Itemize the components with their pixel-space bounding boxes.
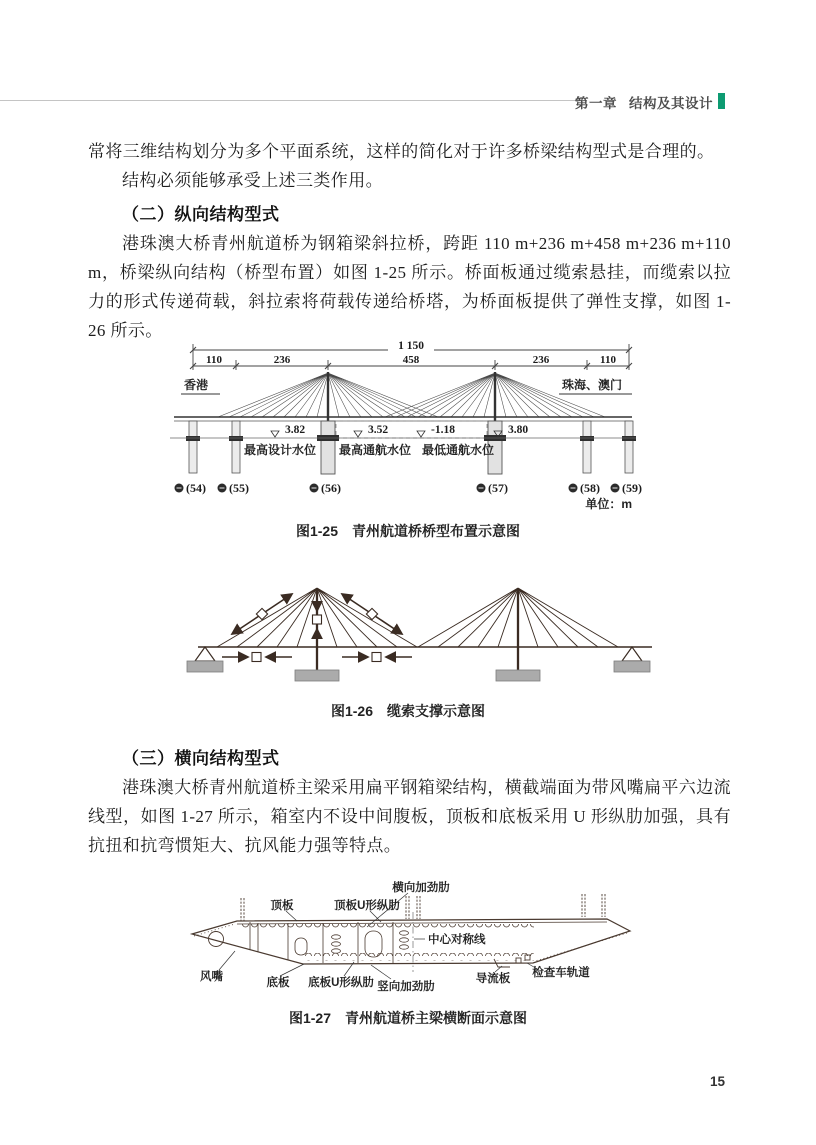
svg-text:458: 458 xyxy=(402,354,420,366)
total-span-dimension: 1 150 xyxy=(398,340,424,352)
svg-text:3.52: 3.52 xyxy=(367,424,389,436)
pier-label-55 xyxy=(218,481,250,495)
direction-label-zhuhai-macao: 珠海、澳门 xyxy=(562,378,623,392)
label-vertical-stiffener: 竖向加劲肋 xyxy=(377,981,435,993)
paragraph-1 xyxy=(88,137,731,195)
paragraph-3-text: 港珠澳大桥青州航道桥主梁采用扁平钢箱梁结构，横截端面为带风嘴扁平六边流线型，如图 1-27 所示，箱室内不设中间腹板，顶板和底板采用 U 形纵肋加强，具有抗扭和抗弯惯矩大、抗风能力强等特点。 xyxy=(88,778,731,855)
svg-text:最高通航水位: 最高通航水位 xyxy=(338,443,412,457)
unit-label: 单位：m xyxy=(585,497,632,511)
svg-text:110: 110 xyxy=(600,354,616,366)
label-wind-nose: 风嘴 xyxy=(200,971,223,983)
label-top-plate: 顶板 xyxy=(270,900,294,912)
svg-text:110: 110 xyxy=(206,354,222,366)
running-head xyxy=(575,92,713,112)
deck xyxy=(174,417,632,421)
span-dimensions xyxy=(206,354,616,366)
direction-label-hongkong: 香港 xyxy=(184,378,209,392)
figure-1-25-caption: 图1-25 青州航道桥桥型布置示意图 xyxy=(295,523,521,539)
pier-label-59 xyxy=(611,481,643,495)
label-inspection-track: 检查车轨道 xyxy=(532,967,590,979)
svg-text:-1.18: -1.18 xyxy=(431,424,455,436)
paragraph-1-continuation: 常将三维结构划分为多个平面系统，这样的简化对于许多桥梁结构型式是合理的。 xyxy=(88,142,715,161)
svg-text:3.82: 3.82 xyxy=(284,424,306,436)
paragraph-2-text: 港珠澳大桥青州航道桥为钢箱梁斜拉桥，跨距 110 m+236 m+458 m+236 m+110 m，桥梁纵向结构（桥型布置）如图 1-25 所示。桥面板通过缆索悬挂，而缆索以拉力的形式传递荷载，斜拉索将荷载传递给桥塔，为桥面板提供了弹性支撑，如图 1-26 所示。 xyxy=(88,234,731,340)
paragraph-1b: 结构必须能够承受上述三类作用。 xyxy=(122,171,383,190)
svg-text:(57): (57) xyxy=(488,481,508,495)
cables-and-structure xyxy=(195,588,652,670)
railing-posts xyxy=(241,894,605,921)
header-rule xyxy=(0,100,576,101)
svg-text:236: 236 xyxy=(273,354,291,366)
section-heading-3: （三）横向结构型式 xyxy=(122,749,280,768)
svg-text:最低通航水位: 最低通航水位 xyxy=(421,443,495,457)
svg-text:最高设计水位: 最高设计水位 xyxy=(243,443,317,457)
figure-1-27-cross-section-diagram xyxy=(178,876,648,1002)
label-transverse-stiffener: 横向加劲肋 xyxy=(392,882,450,894)
pier-label-56 xyxy=(310,481,342,495)
page-number: 15 xyxy=(710,1074,726,1089)
figure-1-26-cable-diagram xyxy=(178,566,664,692)
svg-text:236: 236 xyxy=(532,354,550,366)
figure-1-25-elevation-diagram xyxy=(168,336,648,518)
label-center-line: 中心对称线 xyxy=(428,934,486,946)
pier-number-labels xyxy=(175,481,643,495)
figure-1-27-caption: 图1-27 青州航道桥主梁横断面示意图 xyxy=(288,1010,528,1026)
svg-text:(58): (58) xyxy=(580,481,600,495)
top-u-ribs xyxy=(240,922,534,930)
bridge-elevation-svg xyxy=(168,336,648,518)
stay-cables xyxy=(218,373,605,417)
support-pads xyxy=(187,661,650,681)
paragraph-2 xyxy=(88,229,731,345)
paragraph-3 xyxy=(88,773,731,860)
pier-label-58 xyxy=(569,481,601,495)
cable-support-svg xyxy=(178,566,664,692)
chapter-title: 结构及其设计 xyxy=(629,96,713,111)
label-bottom-u-rib: 底板U形纵肋 xyxy=(308,977,374,989)
svg-text:(56): (56) xyxy=(321,481,341,495)
svg-text:(55): (55) xyxy=(229,481,249,495)
svg-text:(54): (54) xyxy=(186,481,206,495)
cross-section-svg xyxy=(178,876,648,1002)
svg-text:(59): (59) xyxy=(622,481,642,495)
svg-text:3.80: 3.80 xyxy=(507,424,529,436)
chapter-number: 第一章 xyxy=(575,96,617,111)
pier-label-54 xyxy=(175,481,207,495)
water-level-names xyxy=(244,442,494,457)
pier-label-57 xyxy=(477,481,509,495)
label-top-u-rib: 顶板U形纵肋 xyxy=(334,900,400,912)
cross-section-labels xyxy=(200,880,590,993)
figure-1-26-caption: 图1-26 缆索支撑示意图 xyxy=(330,703,486,719)
label-bottom-plate: 底板 xyxy=(266,977,290,989)
section-heading-2: （二）纵向结构型式 xyxy=(122,205,280,224)
bottom-u-ribs xyxy=(304,953,534,961)
header-accent-bar xyxy=(718,93,725,109)
label-deflector: 导流板 xyxy=(475,973,511,985)
